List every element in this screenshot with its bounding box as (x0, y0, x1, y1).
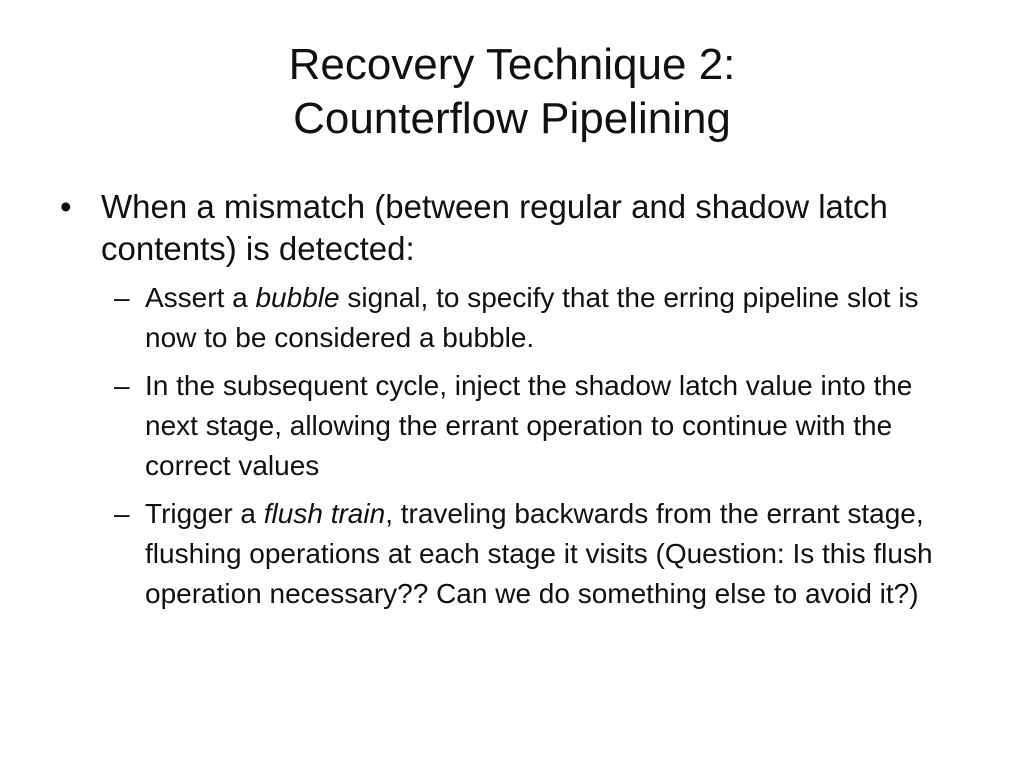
slide-body (58, 186, 968, 622)
dash-marker: – (114, 282, 130, 313)
sub-bullet-3-emphasis: flush train (263, 498, 386, 529)
sub-bullet-list (58, 278, 968, 614)
sub-bullet-1 (100, 278, 968, 358)
main-bullet (58, 186, 968, 270)
dash-marker: – (114, 498, 130, 529)
sub-bullet-2 (100, 366, 968, 486)
slide-title-line-2: Counterflow Pipelining (293, 94, 731, 143)
sub-bullet-3-text-before: Trigger a (145, 498, 264, 529)
sub-bullet-1-emphasis: bubble (255, 282, 340, 313)
bullet-marker: • (60, 188, 72, 225)
dash-marker: – (114, 370, 130, 401)
slide-title-line-1: Recovery Technique 2: (288, 40, 736, 89)
sub-bullet-1-text-after: signal, to specify that the erring pipeline slot is now to be considered a bubble. (145, 282, 919, 353)
sub-bullet-3-text-after: , traveling backwards from the errant stage, flushing operations at each stage it visits (Question: Is this flush operation necessary?? Can we do something else to avoid it?) (145, 498, 933, 609)
main-bullet-text: When a mismatch (between regular and shadow latch contents) is detected: (101, 188, 888, 267)
slide-title (50, 38, 974, 146)
sub-bullet-2-text: In the subsequent cycle, inject the shadow latch value into the next stage, allowing the errant operation to continue with the correct values (145, 370, 913, 481)
sub-bullet-3 (100, 494, 968, 614)
sub-bullet-1-text-before: Assert a (145, 282, 256, 313)
